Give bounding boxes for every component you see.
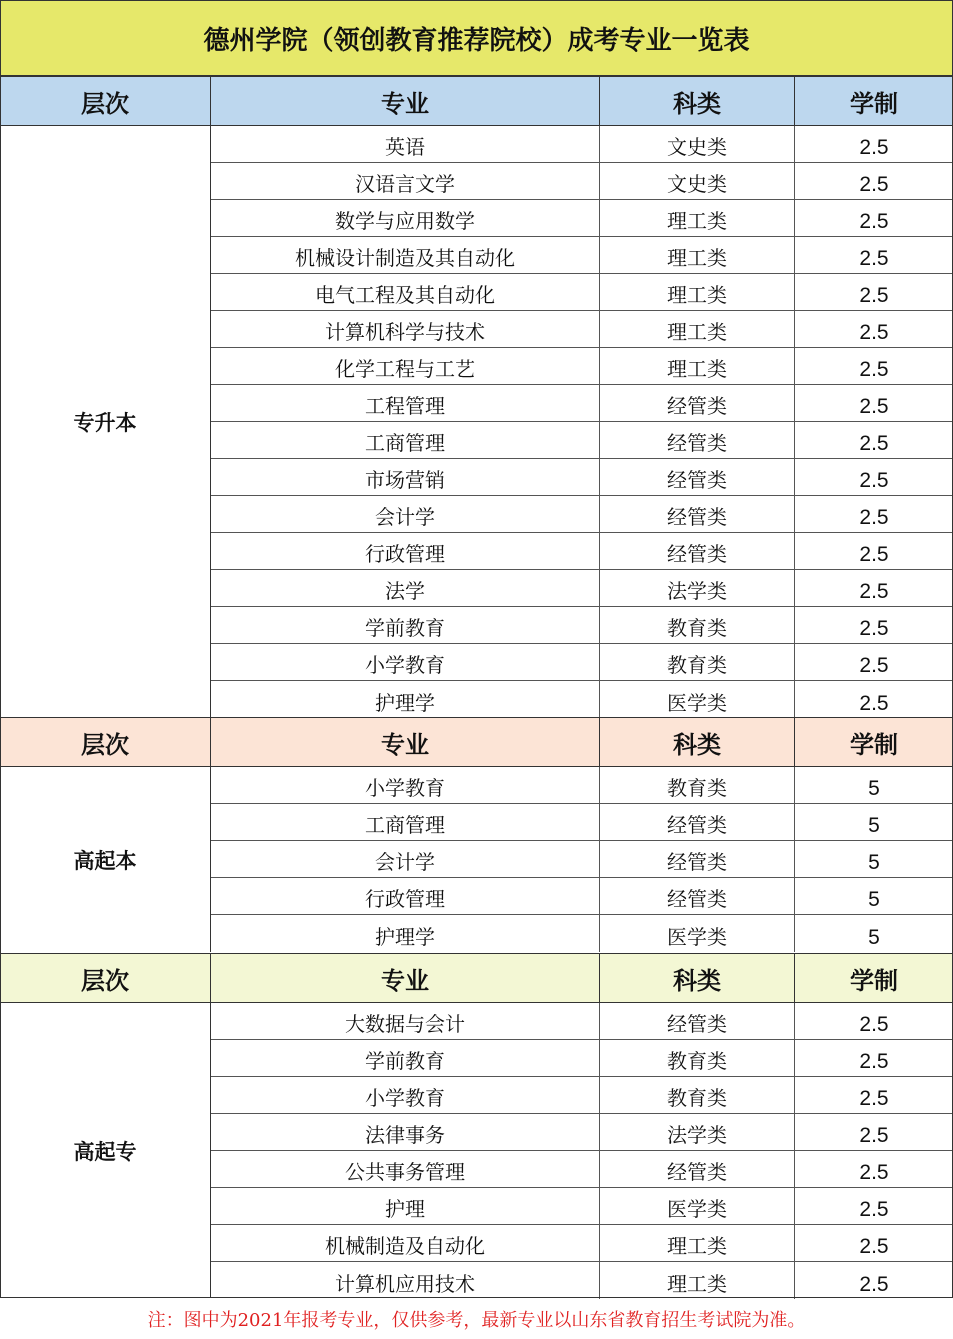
table-row bbox=[211, 767, 953, 804]
table-row bbox=[211, 1188, 953, 1225]
header-row-3 bbox=[0, 953, 953, 1003]
header-level: 层次 bbox=[0, 954, 211, 1002]
category-cell: 医学类 bbox=[600, 1188, 795, 1224]
years-cell: 2.5 bbox=[859, 136, 889, 159]
table-row bbox=[211, 274, 953, 311]
years-cell: 5 bbox=[868, 777, 880, 800]
category-cell: 教育类 bbox=[600, 644, 795, 680]
level-label: 高起专 bbox=[0, 1003, 211, 1298]
major-cell: 数学与应用数学 bbox=[211, 200, 600, 236]
table-row bbox=[211, 804, 953, 841]
years-cell: 2.5 bbox=[859, 395, 889, 418]
header-category: 科类 bbox=[600, 77, 795, 125]
major-cell: 工商管理 bbox=[211, 804, 600, 840]
header-category: 科类 bbox=[600, 954, 795, 1002]
years-cell: 2.5 bbox=[859, 1198, 889, 1221]
category-cell: 法学类 bbox=[600, 570, 795, 606]
table-row bbox=[211, 237, 953, 274]
category-cell: 理工类 bbox=[600, 237, 795, 273]
table-row bbox=[211, 1040, 953, 1077]
category-cell: 经管类 bbox=[600, 422, 795, 458]
major-cell: 小学教育 bbox=[211, 767, 600, 803]
table-row bbox=[211, 681, 953, 718]
section-gaoqizhuan bbox=[0, 1003, 953, 1298]
major-cell: 计算机应用技术 bbox=[211, 1262, 600, 1299]
category-cell: 理工类 bbox=[600, 200, 795, 236]
header-major: 专业 bbox=[211, 954, 600, 1002]
years-cell: 2.5 bbox=[859, 654, 889, 677]
major-cell: 英语 bbox=[211, 126, 600, 162]
category-cell: 经管类 bbox=[600, 1003, 795, 1039]
table-row bbox=[211, 422, 953, 459]
level-label: 专升本 bbox=[0, 126, 211, 717]
header-major: 专业 bbox=[211, 718, 600, 766]
header-years: 学制 bbox=[850, 965, 898, 995]
header-level: 层次 bbox=[0, 718, 211, 766]
header-row-2 bbox=[0, 717, 953, 767]
major-cell: 工商管理 bbox=[211, 422, 600, 458]
category-cell: 理工类 bbox=[600, 1262, 795, 1299]
table-row bbox=[211, 163, 953, 200]
major-cell: 学前教育 bbox=[211, 607, 600, 643]
major-cell: 机械设计制造及其自动化 bbox=[211, 237, 600, 273]
table-row bbox=[211, 126, 953, 163]
table-row bbox=[211, 1225, 953, 1262]
years-cell: 2.5 bbox=[859, 1235, 889, 1258]
table-row bbox=[211, 200, 953, 237]
major-cell: 会计学 bbox=[211, 496, 600, 532]
table-row bbox=[211, 1262, 953, 1299]
category-cell: 医学类 bbox=[600, 681, 795, 718]
table-row bbox=[211, 841, 953, 878]
major-cell: 护理 bbox=[211, 1188, 600, 1224]
header-level: 层次 bbox=[0, 77, 211, 125]
years-cell: 2.5 bbox=[859, 358, 889, 381]
table-row bbox=[211, 915, 953, 952]
header-category: 科类 bbox=[600, 718, 795, 766]
table-row bbox=[211, 496, 953, 533]
category-cell: 经管类 bbox=[600, 496, 795, 532]
major-cell: 工程管理 bbox=[211, 385, 600, 421]
category-cell: 理工类 bbox=[600, 274, 795, 310]
table-row bbox=[211, 607, 953, 644]
table-row bbox=[211, 533, 953, 570]
years-cell: 5 bbox=[868, 888, 880, 911]
category-cell: 理工类 bbox=[600, 1225, 795, 1261]
table-bottom-border bbox=[0, 1297, 953, 1298]
years-cell: 2.5 bbox=[859, 1050, 889, 1073]
years-cell: 2.5 bbox=[859, 432, 889, 455]
years-cell: 2.5 bbox=[859, 247, 889, 270]
years-cell: 2.5 bbox=[859, 506, 889, 529]
years-cell: 2.5 bbox=[859, 1273, 889, 1296]
major-cell: 公共事务管理 bbox=[211, 1151, 600, 1187]
category-cell: 教育类 bbox=[600, 607, 795, 643]
major-cell: 护理学 bbox=[211, 915, 600, 952]
major-cell: 护理学 bbox=[211, 681, 600, 718]
major-cell: 市场营销 bbox=[211, 459, 600, 495]
table-left-border bbox=[0, 0, 1, 1297]
major-cell: 会计学 bbox=[211, 841, 600, 877]
table-title: 德州学院（领创教育推荐院校）成考专业一览表 bbox=[0, 0, 953, 76]
years-cell: 2.5 bbox=[859, 210, 889, 233]
table-row bbox=[211, 348, 953, 385]
category-cell: 理工类 bbox=[600, 311, 795, 347]
footnote: 注：图中为2021年报考专业，仅供参考，最新专业以山东省教育招生考试院为准。 bbox=[147, 1310, 806, 1331]
header-years: 学制 bbox=[850, 88, 898, 118]
years-cell: 2.5 bbox=[859, 1161, 889, 1184]
category-cell: 文史类 bbox=[600, 126, 795, 162]
major-cell: 汉语言文学 bbox=[211, 163, 600, 199]
header-major: 专业 bbox=[211, 77, 600, 125]
section-gaoqiben bbox=[0, 767, 953, 952]
category-cell: 教育类 bbox=[600, 1077, 795, 1113]
years-cell: 2.5 bbox=[859, 321, 889, 344]
years-cell: 2.5 bbox=[859, 284, 889, 307]
major-cell: 机械制造及自动化 bbox=[211, 1225, 600, 1261]
table-row bbox=[211, 1151, 953, 1188]
category-cell: 医学类 bbox=[600, 915, 795, 952]
category-cell: 经管类 bbox=[600, 878, 795, 914]
section-zhuanshengben bbox=[0, 126, 953, 717]
table-row bbox=[211, 1003, 953, 1040]
category-cell: 教育类 bbox=[600, 1040, 795, 1076]
major-cell: 小学教育 bbox=[211, 1077, 600, 1113]
category-cell: 经管类 bbox=[600, 459, 795, 495]
years-cell: 5 bbox=[868, 851, 880, 874]
category-cell: 教育类 bbox=[600, 767, 795, 803]
major-cell: 行政管理 bbox=[211, 878, 600, 914]
years-cell: 2.5 bbox=[859, 580, 889, 603]
years-cell: 2.5 bbox=[859, 469, 889, 492]
table-row bbox=[211, 878, 953, 915]
header-row-1 bbox=[0, 76, 953, 126]
major-cell: 法学 bbox=[211, 570, 600, 606]
major-cell: 大数据与会计 bbox=[211, 1003, 600, 1039]
table-row bbox=[211, 570, 953, 607]
major-cell: 法律事务 bbox=[211, 1114, 600, 1150]
years-cell: 2.5 bbox=[859, 1013, 889, 1036]
years-cell: 2.5 bbox=[859, 173, 889, 196]
level-label: 高起本 bbox=[0, 767, 211, 952]
major-cell: 计算机科学与技术 bbox=[211, 311, 600, 347]
years-cell: 2.5 bbox=[859, 1124, 889, 1147]
table-row bbox=[211, 1077, 953, 1114]
years-cell: 2.5 bbox=[859, 543, 889, 566]
header-years: 学制 bbox=[850, 729, 898, 759]
years-cell: 2.5 bbox=[859, 1087, 889, 1110]
major-cell: 电气工程及其自动化 bbox=[211, 274, 600, 310]
category-cell: 经管类 bbox=[600, 1151, 795, 1187]
table-row bbox=[211, 385, 953, 422]
years-cell: 5 bbox=[868, 926, 880, 949]
major-cell: 化学工程与工艺 bbox=[211, 348, 600, 384]
table-row bbox=[211, 311, 953, 348]
category-cell: 文史类 bbox=[600, 163, 795, 199]
years-cell: 2.5 bbox=[859, 617, 889, 640]
major-cell: 小学教育 bbox=[211, 644, 600, 680]
category-cell: 经管类 bbox=[600, 533, 795, 569]
table-row bbox=[211, 1114, 953, 1151]
major-cell: 学前教育 bbox=[211, 1040, 600, 1076]
table-row bbox=[211, 459, 953, 496]
category-cell: 经管类 bbox=[600, 385, 795, 421]
category-cell: 法学类 bbox=[600, 1114, 795, 1150]
category-cell: 经管类 bbox=[600, 841, 795, 877]
table-row bbox=[211, 644, 953, 681]
major-cell: 行政管理 bbox=[211, 533, 600, 569]
years-cell: 2.5 bbox=[859, 692, 889, 715]
category-cell: 经管类 bbox=[600, 804, 795, 840]
years-cell: 5 bbox=[868, 814, 880, 837]
category-cell: 理工类 bbox=[600, 348, 795, 384]
